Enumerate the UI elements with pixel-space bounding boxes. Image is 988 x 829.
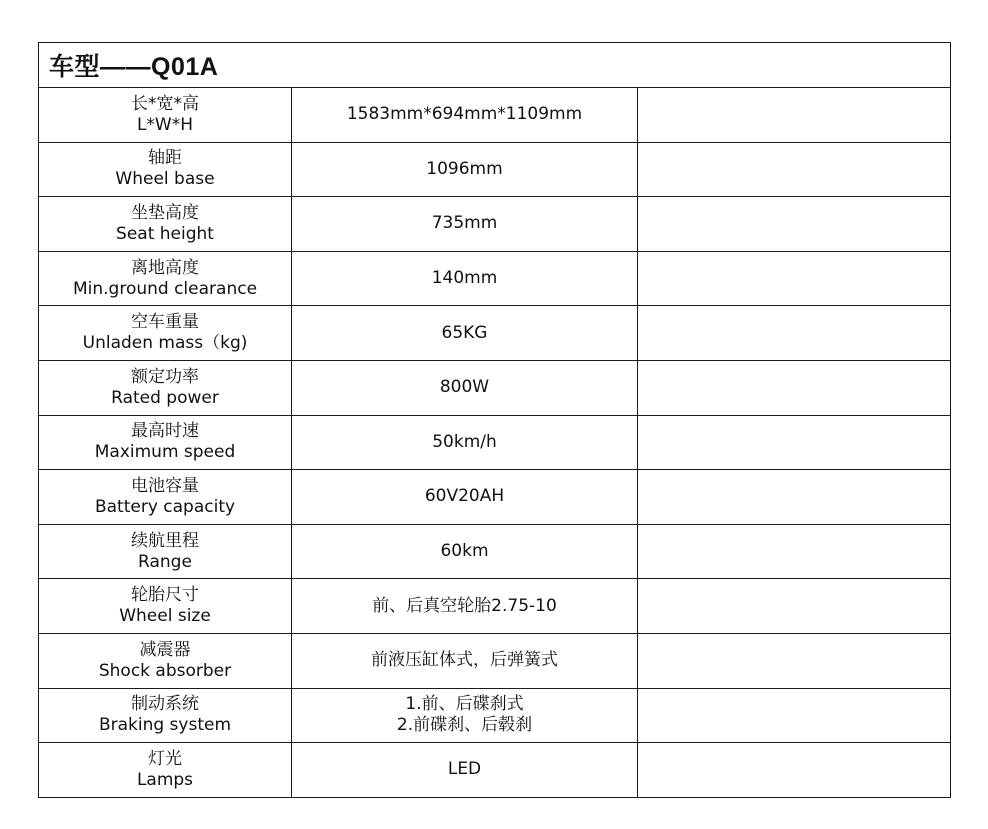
- spec-value: 735mm: [431, 213, 498, 234]
- spec-extra-cell: [638, 88, 951, 143]
- table-row: [39, 306, 951, 361]
- spec-label-cell: [39, 142, 292, 197]
- spec-value-cell: [292, 88, 638, 143]
- spec-value-cell: [292, 524, 638, 579]
- spec-label-en: Wheel base: [115, 169, 215, 190]
- spec-value: 60km: [440, 541, 489, 562]
- spec-label-en: Maximum speed: [94, 442, 236, 463]
- spec-label-en: Range: [138, 551, 192, 572]
- spec-label-en: Battery capacity: [94, 496, 236, 517]
- spec-extra-cell: [638, 415, 951, 470]
- spec-label-cn: 离地高度: [131, 257, 199, 278]
- spec-label-cn: 坐垫高度: [131, 202, 199, 223]
- spec-label-en: Shock absorber: [98, 660, 232, 681]
- spec-value: 800W: [439, 377, 490, 398]
- table-row: [39, 579, 951, 634]
- spec-value: 1096mm: [426, 158, 503, 179]
- spec-value-cell: [292, 142, 638, 197]
- table-row: [39, 415, 951, 470]
- spec-label-cell: [39, 306, 292, 361]
- spec-label-cell: [39, 88, 292, 143]
- spec-label-cn: 电池容量: [131, 475, 199, 496]
- spec-extra-cell: [638, 524, 951, 579]
- spec-value: 前、后真空轮胎2.75-10: [372, 595, 557, 616]
- page-title: 车型——Q01A: [39, 43, 951, 88]
- spec-label-cn: 灯光: [148, 748, 182, 769]
- spec-label-cn: 额定功率: [131, 366, 199, 387]
- spec-label-cn: 制动系统: [131, 694, 199, 715]
- spec-value-cell: [292, 306, 638, 361]
- spec-extra-cell: [638, 306, 951, 361]
- spec-label-en: Rated power: [111, 387, 219, 408]
- spec-label-cell: [39, 360, 292, 415]
- spec-label-en: Braking system: [98, 715, 232, 736]
- spec-value: 1583mm*694mm*1109mm: [346, 104, 583, 125]
- spec-extra-cell: [638, 142, 951, 197]
- spec-extra-cell: [638, 251, 951, 306]
- spec-extra-cell: [638, 743, 951, 798]
- table-row: [39, 524, 951, 579]
- spec-label-en: Min.ground clearance: [72, 278, 258, 299]
- spec-value-cell: [292, 251, 638, 306]
- table-row: [39, 688, 951, 743]
- spec-table: [38, 42, 951, 798]
- table-row: [39, 142, 951, 197]
- spec-label-cell: [39, 633, 292, 688]
- spec-value: LED: [447, 759, 482, 780]
- spec-label-cell: [39, 688, 292, 743]
- spec-label-en: Seat height: [116, 223, 214, 244]
- table-row: [39, 633, 951, 688]
- spec-label-en: Unladen mass（kg): [82, 333, 248, 354]
- spec-label-cn: 最高时速: [131, 421, 199, 442]
- table-row: [39, 360, 951, 415]
- spec-extra-cell: [638, 633, 951, 688]
- spec-label-cell: [39, 579, 292, 634]
- spec-extra-cell: [638, 470, 951, 525]
- spec-value: 50km/h: [432, 431, 497, 452]
- spec-value-cell: [292, 360, 638, 415]
- spec-value: 2.前碟刹、后毂刹: [396, 715, 533, 736]
- spec-value-cell: [292, 470, 638, 525]
- spec-extra-cell: [638, 197, 951, 252]
- spec-value-cell: [292, 579, 638, 634]
- spec-value: 前液压缸体式，后弹簧式: [371, 650, 558, 671]
- spec-value-cell: [292, 633, 638, 688]
- spec-label-cn: 空车重量: [131, 312, 199, 333]
- spec-extra-cell: [638, 688, 951, 743]
- table-row: [39, 251, 951, 306]
- spec-label-cell: [39, 415, 292, 470]
- spec-value-cell: [292, 688, 638, 743]
- spec-value: 140mm: [431, 268, 498, 289]
- table-row: [39, 88, 951, 143]
- spec-value: 65KG: [441, 322, 488, 343]
- spec-extra-cell: [638, 579, 951, 634]
- spec-value: 1.前、后碟刹式: [405, 694, 524, 715]
- spec-extra-cell: [638, 360, 951, 415]
- table-row: [39, 197, 951, 252]
- spec-label-cn: 轴距: [148, 148, 182, 169]
- spec-label-en: L*W*H: [136, 114, 194, 135]
- spec-label-cn: 轮胎尺寸: [131, 585, 199, 606]
- spec-label-en: Lamps: [136, 769, 194, 790]
- spec-label-cell: [39, 251, 292, 306]
- spec-label-cn: 长*宽*高: [131, 93, 199, 114]
- spec-label-cn: 减震器: [139, 639, 191, 660]
- title-row: [39, 43, 951, 88]
- spec-value-cell: [292, 197, 638, 252]
- spec-label-cell: [39, 197, 292, 252]
- spec-value-cell: [292, 415, 638, 470]
- table-row: [39, 470, 951, 525]
- spec-value-cell: [292, 743, 638, 798]
- spec-label-cell: [39, 524, 292, 579]
- spec-label-cell: [39, 470, 292, 525]
- spec-label-en: Wheel size: [119, 606, 211, 627]
- table-row: [39, 743, 951, 798]
- spec-label-cell: [39, 743, 292, 798]
- spec-value: 60V20AH: [424, 486, 505, 507]
- spec-label-cn: 续航里程: [131, 530, 199, 551]
